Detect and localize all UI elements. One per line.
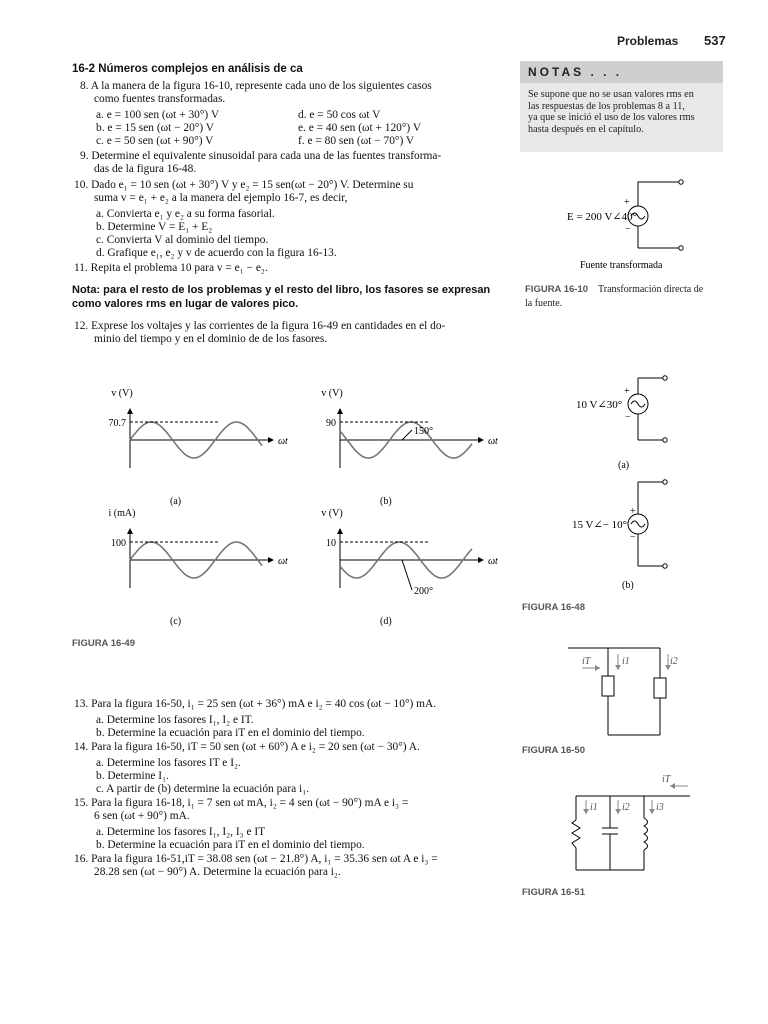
caption-text: Transformación directa de [598,284,704,295]
figure-16-49-caption: FIGURA 16-49 [72,638,135,649]
notas-line: ya que se inició el uso de los valores rms [528,112,695,123]
problem-8f: f. e = 80 sen (ωt − 70°) V [298,135,415,147]
caption-label: FIGURA 16-10 [525,284,588,295]
problem-8c: c. e = 50 sen (ωt + 90°) V [96,135,214,147]
graph-tag: (a) [170,496,182,507]
phase-annotation: 150° [414,426,433,437]
svg-text:+: + [624,386,630,397]
figure-16-51-caption: FIGURA 16-51 [522,887,585,898]
caption-text: la fuente. [525,298,563,309]
component-1 [602,676,614,696]
problem-8a: a. e = 100 sen (ωt + 30°) V [96,109,220,121]
problem-8e: e. e = 40 sen (ωt + 120°) V [298,122,422,134]
tag-b: (b) [622,580,634,591]
svg-text:+: + [630,506,636,517]
y-axis-label: v (V) [111,388,133,399]
problem-16-line2: 28.28 sen (ωt − 90°) A. Determine la ecuación para i₂. [94,866,341,878]
plus-sign: + [624,197,630,208]
figure-16-51-diagram [560,770,700,880]
x-axis-arrow-icon [268,437,274,443]
y-axis-label: i (mA) [108,508,136,519]
notas-line: las respuestas de los problemas 8 a 11, [528,100,685,112]
problem-8b: b. e = 15 sen (ωt − 20°) V [96,122,215,134]
problem-10-line1: 10. Dado e₁ = 10 sen (ωt + 30°) V y e₂ = 15 sen(ωt − 20°) V. Determine su [74,179,414,191]
phase-annotation: 200° [414,586,433,597]
y-axis-arrow-icon [337,408,343,414]
phase-pointer [402,560,412,590]
y-axis-arrow-icon [127,408,133,414]
problem-10-line2: suma v = e₁ + e₂ a la manera del ejemplo 16-7, es decir, [94,192,348,204]
graph-tag: (c) [170,616,182,627]
problem-15b: b. Determine la ecuación para iT en el dominio del tiempo. [96,839,365,851]
wire-top [638,182,660,206]
problem-9-line2: das de la figura 16-48. [94,163,197,175]
x-axis-arrow-icon [268,557,274,563]
label-iT: iT [582,656,591,667]
problem-15-line1: 15. Para la figura 16-18, i₁ = 7 sen ωt mA, i₂ = 4 sen (ωt − 90°) mA e i₃ = [74,797,409,809]
y-axis-label: v (V) [321,508,343,519]
label-i2: i2 [622,802,630,813]
problem-14: 14. Para la figura 16-50, iT = 50 sen (ωt + 60°) A e i₂ = 20 sen (ωt − 30°) A. [74,741,420,753]
problem-10d: d. Grafique e₁, e₂ y v de acuerdo con la figura 16-13. [96,247,337,259]
notas-line: Se supone que no se usan valores rms en [528,89,694,100]
problem-16-line1: 16. Para la figura 16-51,iT = 38.08 sen (ωt − 21.8°) A, i₁ = 35.36 sen ωt A e i₃ = [74,853,438,865]
fuente-transformada-label: Fuente transformada [580,260,663,271]
x-axis-arrow-icon [478,557,484,563]
svg-text:−: − [630,532,636,543]
problem-10a: a. Convierta e₁ y e₂ a su forma fasorial. [96,208,275,220]
peak-value-label: 90 [326,418,336,429]
problem-9-line1: 9. Determine el equivalente sinusoidal para cada una de las fuentes transforma- [80,150,442,162]
label-i2: i2 [670,656,678,667]
x-axis-label: ωt [278,556,288,567]
terminal-top [679,180,683,184]
section-title: 16-2 Números complejos en análisis de ca [72,63,303,75]
figure-16-50-diagram [560,640,700,740]
page-number: 537 [704,33,726,48]
y-axis-label: v (V) [321,388,343,399]
problem-8-line2: como fuentes transformadas. [94,93,226,105]
problem-8-line1: 8. A la manera de la figura 16-10, represente cada uno de los siguientes casos [80,80,432,92]
label-i1: i1 [622,656,630,667]
note-line2: como valores rms en lugar de valores pico. [72,298,299,310]
component-2 [654,678,666,698]
problem-15a: a. Determine los fasores I₁, I₂, I₃ e IT [96,826,266,838]
peak-value-label: 100 [111,538,126,549]
figure-16-10-diagram [560,170,700,280]
notas-title: NOTAS . . . [520,61,723,83]
label-i3: i3 [656,802,664,813]
problem-14a: a. Determine los fasores IT e I₂. [96,757,241,769]
problem-15-line2: 6 sen (ωt + 90°) mA. [94,810,190,822]
peak-value-label: 70.7 [108,418,126,429]
figure-16-49-graphs [90,388,498,630]
graph-tag: (b) [380,496,392,507]
problem-11: 11. Repita el problema 10 para v = e₁ − e₂. [74,262,268,274]
y-axis-arrow-icon [337,528,343,534]
problem-14c: c. A partir de (b) determine la ecuación para i₁. [96,783,310,795]
figure-16-50-caption: FIGURA 16-50 [522,745,585,756]
x-axis-label: ωt [278,436,288,447]
problem-13b: b. Determine la ecuación para iT en el dominio del tiempo. [96,727,365,739]
figure-16-48-diagram [560,360,700,600]
problem-13: 13. Para la figura 16-50, i₁ = 25 sen (ωt + 36°) mA e i₂ = 40 cos (ωt − 10°) mA. [74,698,437,710]
source-a-label: 10 V∠30° [576,399,623,411]
minus-sign: − [625,224,631,235]
source-value-label: E = 200 V∠40° [567,211,638,223]
phase-pointer [402,430,412,440]
terminal-bottom [679,246,683,250]
tag-a: (a) [618,460,630,471]
peak-value-label: 10 [326,538,336,549]
problem-13a: a. Determine los fasores I₁, I₂ e IT. [96,714,254,726]
x-axis-arrow-icon [478,437,484,443]
graph-tag: (d) [380,616,392,627]
problem-14b: b. Determine I₁. [96,770,169,782]
notas-box [520,61,723,152]
figure-16-10-caption [525,282,725,310]
problem-12-line1: 12. Exprese los voltajes y las corrientes de la figura 16-49 en cantidades en el do- [74,320,446,332]
problem-10b: b. Determine V = E₁ + E₂ [96,221,213,233]
note-line1: Nota: para el resto de los problemas y el resto del libro, los fasores se expresan [72,284,491,296]
problem-10c: c. Convierta V al dominio del tiempo. [96,234,269,246]
x-axis-label: ωt [488,436,498,447]
y-axis-arrow-icon [127,528,133,534]
label-i1: i1 [590,802,598,813]
notas-line: hasta después en el capítulo. [528,123,644,135]
figure-16-48-caption: FIGURA 16-48 [522,602,585,613]
running-header-section: Problemas [617,34,679,48]
problem-8d: d. e = 50 cos ωt V [298,109,381,121]
source-b-label: 15 V∠− 10° [572,519,628,531]
problem-12-line2: minio del tiempo y en el dominio de de los fasores. [94,333,328,345]
svg-text:−: − [625,412,631,423]
x-axis-label: ωt [488,556,498,567]
notas-body [520,83,723,141]
label-iT: iT [662,774,671,785]
